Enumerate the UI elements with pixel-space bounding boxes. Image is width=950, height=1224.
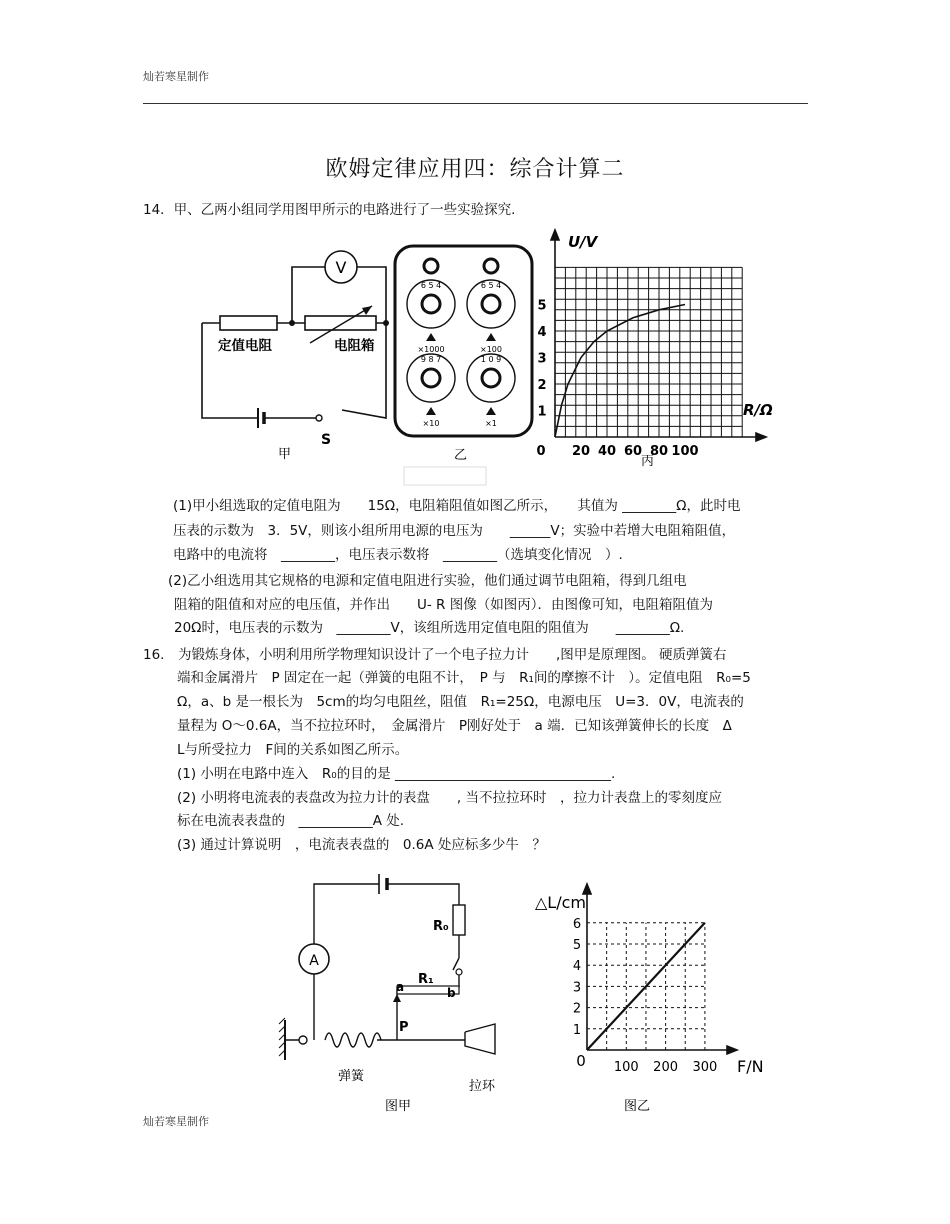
dial-3-multiplier: ×10 (422, 419, 440, 428)
q16-line-7: (2) 小明将电流表的表盘改为拉力计的表盘 , 当不拉拉环时 ，拉力计表盘上的零刻度应 (177, 789, 722, 806)
switch-label: S (321, 432, 332, 448)
dl-f-graph (530, 878, 775, 1113)
end-b-label: b (447, 986, 456, 1000)
ur-y-tick: 2 (537, 378, 547, 393)
resistance-box-figure (392, 242, 537, 487)
lf-x-tick: 200 (653, 1060, 679, 1075)
ur-y-tick: 3 (537, 351, 547, 367)
lf-x-tick: 300 (692, 1060, 718, 1075)
ring-label: 拉环 (469, 1079, 496, 1094)
switch-symbol (316, 415, 322, 421)
f-xlabel: F/N (737, 1057, 764, 1076)
r0-label: R₀ (433, 919, 449, 934)
r0-symbol (453, 905, 465, 935)
lf-y-tick: 3 (572, 980, 582, 996)
ur-x-tick: 20 (571, 444, 591, 459)
tension-meter-circuit (275, 868, 520, 1113)
lf-y-tick: 2 (572, 1001, 582, 1017)
dial-4-digits: 1 0 9 (480, 355, 502, 364)
dial-x10 (407, 354, 455, 428)
ur-x-tick: 80 (649, 444, 669, 459)
resistance-box-label: 电阻箱 (334, 338, 375, 354)
q16-line-1: 16. 为锻炼身体，小明利用所学物理知识设计了一个电子拉力计 ,图甲是原理图。 硬质弹簧右 (143, 647, 727, 663)
q14-line-1: (1)甲小组选取的定值电阻为 15Ω，电阻箱阻值如图乙所示， 其值为 ________Ω，此时电 (173, 498, 741, 514)
lf-y-tick: 1 (572, 1022, 582, 1038)
q16-line-2: 端和金属滑片 P 固定在一起（弹簧的电阻不计， P 与 R₁间的摩擦不计 ）。定值电阻 R₀=5 (177, 670, 751, 686)
ur-graph (530, 225, 790, 475)
fig-jia-caption: 甲 (278, 447, 292, 462)
footer-watermark: 灿若寒星制作 (143, 1115, 209, 1128)
dial-4-multiplier: ×1 (485, 419, 497, 428)
ur-y-tick: 5 (537, 298, 547, 314)
ammeter-label: A (309, 953, 319, 969)
dial-x100 (467, 280, 515, 354)
q14-line-5: 阻箱的阻值和对应的电压值，并作出 U- R 图像（如图丙）．由图像可知，电阻箱阻值为 (174, 596, 713, 613)
ur-y-tick: 4 (537, 325, 547, 340)
fixed-resistor-symbol (220, 316, 277, 330)
q14-stem: 14．甲、乙两小组同学用图甲所示的电路进行了一些实验探究. (143, 202, 516, 218)
dial-2-multiplier: ×100 (480, 345, 502, 354)
dial-1-multiplier: ×1000 (417, 345, 445, 354)
q14-circuit-figure (190, 240, 400, 465)
lf-x-arrow (727, 1046, 737, 1054)
q16-line-5: L与所受拉力 F间的关系如图乙所示。 (177, 741, 409, 758)
dial-x1000 (407, 280, 455, 354)
lf-y-tick: 4 (572, 959, 582, 975)
spring-symbol (325, 1033, 381, 1047)
r1-label: R₁ (418, 972, 434, 987)
dial-2-digits: 6 5 4 (480, 281, 502, 290)
ur-x-tick: 60 (623, 444, 643, 459)
lf-y-tick: 6 (572, 916, 582, 932)
q16-line-3: Ω，a、b 是一根长为 5cm的均匀电阻丝，阻值 R₁=25Ω，电源电压 U=3．0V，电流表的 (177, 693, 744, 710)
q14-line-6: 20Ω时，电压表的示数为 ________V，该组所选用定值电阻的阻值为 ________Ω. (174, 620, 685, 636)
lf-origin: 0 (576, 1052, 586, 1070)
ur-y-arrow (551, 230, 559, 240)
voltmeter-label: V (335, 258, 347, 277)
ur-x-tick: 100 (671, 444, 699, 459)
header-rule (143, 103, 808, 104)
dial-1-digits: 6 5 4 (420, 281, 442, 290)
q16-body (177, 667, 751, 858)
ur-x-arrow (756, 433, 766, 441)
fig-bing-caption: 丙 (641, 454, 655, 469)
ur-xlabel: R/Ω (743, 401, 773, 419)
dial-x1 (467, 354, 515, 428)
q14-line-2: 压表的示数为 3．5V，则该小组所用电源的电压为 ______V；实验中若增大电阻箱阻值， (173, 522, 736, 539)
fig-yi-caption: 乙 (454, 448, 468, 463)
fixed-resistor-label: 定值电阻 (218, 338, 272, 354)
header-watermark: 灿若寒星制作 (143, 70, 209, 83)
q16-line-6: (1) 小明在电路中连入 R₀的目的是 ________________________________. (177, 765, 616, 782)
ur-y-tick: 1 (537, 404, 547, 420)
q14-part2 (168, 570, 713, 641)
ur-curve (555, 305, 685, 438)
lf-x-tick: 100 (613, 1060, 639, 1075)
q16-line-8: 标在电流表表盘的 ___________A 处. (177, 813, 405, 830)
resistance-box-symbol (305, 316, 376, 330)
q14-line-3: 电路中的电流将 ________，电压表示数将 ________（选填变化情况 ）. (173, 547, 623, 563)
ur-x-tick: 40 (597, 444, 617, 459)
ur-x-tick: 0 (536, 444, 546, 459)
ur-ylabel: U/V (568, 233, 598, 251)
dl-ylabel: △L/cm (535, 893, 586, 912)
q14-part1 (173, 494, 740, 568)
q16-line-9: (3) 通过计算说明 ，电流表表盘的 0.6A 处应标多少牛 ？ (177, 837, 546, 854)
fig-b-caption: 图乙 (624, 1099, 651, 1113)
fig-a-caption: 图甲 (385, 1099, 412, 1113)
spring-label: 弹簧 (338, 1069, 365, 1084)
slider-p-label: P (399, 1020, 409, 1035)
lf-y-tick: 5 (572, 938, 582, 953)
q14-line-4: (2)乙小组选用其它规格的电源和定值电阻进行实验，他们通过调节电阻箱，得到几组电 (168, 573, 687, 589)
q16-line-4: 量程为 O～0.6A，当不拉拉环时， 金属滑片 P刚好处于 a 端．已知该弹簧伸长的长度 Δ (177, 717, 732, 734)
dial-3-digits: 9 8 7 (420, 355, 442, 364)
end-a-label: a (396, 980, 405, 994)
page-title: 欧姆定律应用四：综合计算二 (325, 157, 625, 182)
